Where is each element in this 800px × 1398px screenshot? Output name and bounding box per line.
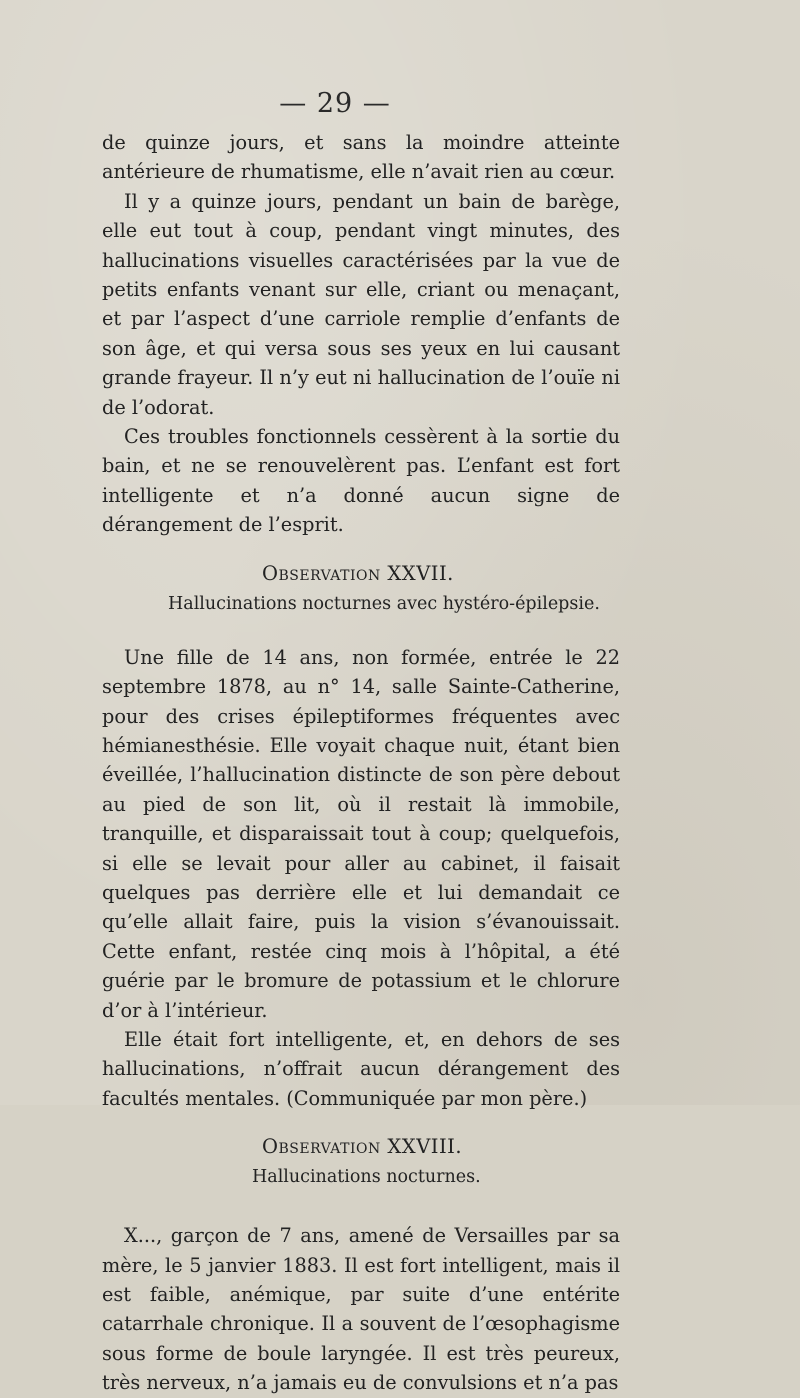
observation-28-title: Observation XXVIII.: [262, 1135, 463, 1159]
observation-27-title: Observation XXVII.: [262, 561, 454, 585]
paragraph-troubles-fonctionnels: Ces troubles fonctionnels cessèrent à la sortie du bain, et ne se renouvelèrent pas. L’enfant est fort intelligente et n’a donné aucun signe de dérangement de l’esprit.: [102, 425, 620, 537]
observation-28-paragraph: X..., garçon de 7 ans, amené de Versailles par sa mère, le 5 janvier 1883. Il est fort intelligent, mais il est faible, anémique, par suite d’une entérite catarrhale chronique. Il a souvent de l’œsophagisme sous forme de boule laryngée. Il est très peureux, très nerveux, n’a jamais eu de convulsions et n’a pas: [102, 1224, 620, 1395]
spacer: [102, 1191, 620, 1221]
observation-28-subtitle: Hallucinations nocturnes.: [252, 1167, 481, 1188]
paragraph-bain-de-barege: Il y a quinze jours, pendant un bain de barège, elle eut tout à coup, pendant vingt minutes, des hallucinations visuelles caractérisées par la vue de petits enfants venant sur elle, criant ou menaçant, et par l’aspect d’une carriole remplie d’enfants de son âge, et qui versa sous ses yeux en lui causant grande frayeur. Il n’y eut ni hallucination de l’ouïe ni de l’odorat.: [102, 189, 620, 419]
page-body: [102, 128, 620, 1398]
page-number: — 29 —: [279, 88, 391, 119]
observation-27-subtitle: Hallucinations nocturnes avec hystéro-épilepsie.: [168, 593, 600, 614]
observation-27-paragraph: Une fille de 14 ans, non formée, entrée le 22 septembre 1878, au n° 14, salle Sainte-Catherine, pour des crises épileptiformes fréquentes avec hémianesthésie. Elle voyait chaque nuit, étant bien éveillée, l’hallucination distincte de son père debout au pied de son lit, où il restait là immobile, tranquille, et disparaissait tout à coup; quelquefois, si elle se levait pour aller au cabinet, il faisait quelques pas derrière elle et lui demandait ce qu’elle allait faire, puis la vision s’évanouissait. Cette enfant, restée cinq mois à l’hôpital, a été guérie par le bromure de potassium et le chlorure d’or à l’intérieur.: [102, 645, 620, 1022]
paragraph-continued: de quinze jours, et sans la moindre atteinte antérieure de rhumatisme, elle n’avait rien au cœur.: [102, 131, 620, 184]
observation-27-paragraph: Elle était fort intelligente, et, en dehors de ses hallucinations, n’offrait aucun dérangement des facultés mentales. (Communiquée par mon père.): [102, 1027, 620, 1110]
spacer: [102, 618, 620, 643]
